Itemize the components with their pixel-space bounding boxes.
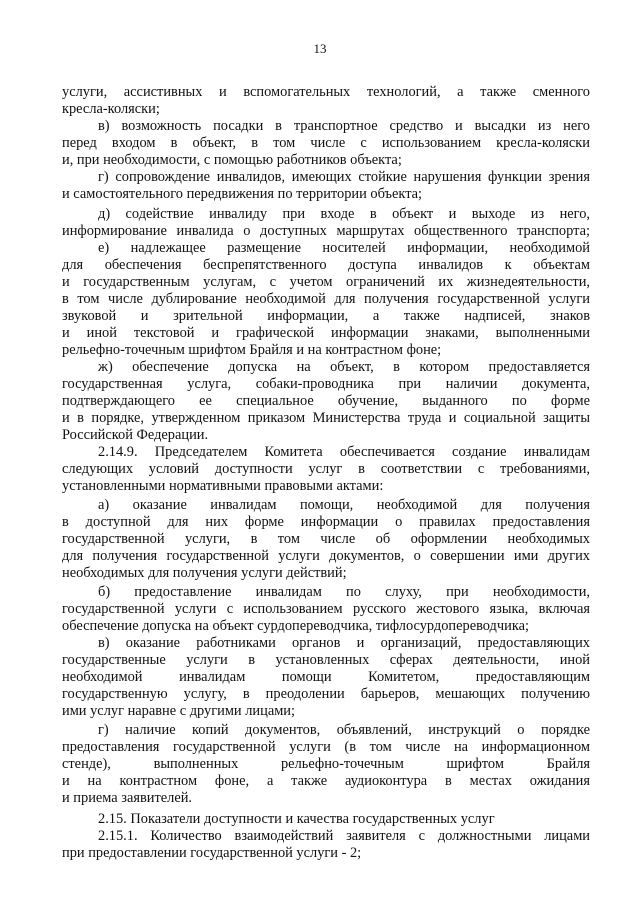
text-line: 2.14.9. Председателем Комитета обеспечивается создание инвалидам [98,444,590,460]
text-line: ж) обеспечение допуска на объект, в котором предоставляется [98,359,590,375]
page-number: 13 [313,41,327,56]
text-line: е) надлежащее размещение носителей информации, необходимой [98,240,590,256]
text-line: услуги, ассистивных и вспомогательных технологий, а также сменного [62,84,590,100]
text-line: для обеспечения беспрепятственного доступа инвалидов к объектам [62,257,590,273]
text-line: г) сопровождение инвалидов, имеющих стойкие нарушения функции зрения [98,169,590,185]
text-line: б) предоставление инвалидам по слуху, при необходимости, [98,584,590,600]
section-heading: 2.15. Показатели доступности и качества государственных услуг [98,811,495,827]
text-line: государственной услуги с использованием русского жестового языка, включая [62,601,590,617]
text-line: обеспечение допуска на объект сурдопереводчика, тифлосурдопереводчика; [62,618,529,634]
text-line: а) оказание инвалидам помощи, необходимой для получения [98,497,590,513]
text-line: в) оказание работниками органов и организаций, предоставляющих [98,635,590,651]
text-line: государственной услуги, в том числе об оформлении необходимых [62,531,590,547]
text-line: государственные услуги в установленных сферах деятельности, иной [62,652,590,668]
text-line: и приема заявителей. [62,790,193,806]
text-line: информирование инвалида о доступных маршрутах общественного транспорта; [62,223,590,239]
text-line: подтверждающего ее специальное обучение, выданного по форме [62,393,590,409]
text-line: д) содействие инвалиду при входе в объект и выходе из него, [98,206,590,222]
text-line: для получения государственной услуги документов, о совершении ими других [62,548,590,564]
text-line: в) возможность посадки в транспортное средство и высадки из него [98,118,590,134]
text-line: предоставления государственной услуги (в том числе на информационном [62,739,590,755]
text-line: перед входом в объект, в том числе с использованием кресла-коляски [62,135,590,151]
text-line: государственную услугу, в преодолении барьеров, мешающих получению [62,686,590,702]
text-line: 2.15.1. Количество взаимодействий заявителя с должностными лицами [98,828,590,844]
text-line: кресла-коляски; [62,101,160,117]
text-line: звуковой и зрительной информации, а также надписей, знаков [62,308,590,324]
text-line: рельефно-точечным шрифтом Брайля и на контрастном фоне; [62,342,442,358]
text-line: установленными нормативными правовыми актами: [62,478,384,494]
text-line: и государственным услугам, с учетом ограничений их жизнедеятельности, [62,274,590,290]
text-line: стенде), выполненных рельефно-точечным шрифтом Брайля [62,756,590,772]
text-line: в том числе дублирование необходимой для получения государственной услуги [62,291,590,307]
text-line: и, при необходимости, с помощью работников объекта; [62,152,402,168]
text-line: г) наличие копий документов, объявлений, инструкций о порядке [98,722,590,738]
text-line: и в порядке, утвержденном приказом Министерства труда и социальной защиты [62,410,590,426]
text-line: в доступной для них форме информации о правилах предоставления [62,514,590,530]
text-line: ими услуг наравне с другими лицами; [62,703,296,719]
text-line: и иной текстовой и графической информации знаками, выполненными [62,325,590,341]
text-line: необходимой инвалидам помощи Комитетом, предоставляющим [62,669,590,685]
text-line: и на контрастном фоне, а также аудиоконтура в местах ожидания [62,773,590,789]
text-line: и самостоятельного передвижения по территории объекта; [62,186,423,202]
text-line: следующих условий доступности услуг в соответствии с требованиями, [62,461,590,477]
text-line: необходимых для получения услуги действий; [62,565,347,581]
text-line: при предоставлении государственной услуги - 2; [62,845,362,861]
text-line: Российской Федерации. [62,427,209,443]
text-line: государственная услуга, собаки-проводника при наличии документа, [62,376,590,392]
